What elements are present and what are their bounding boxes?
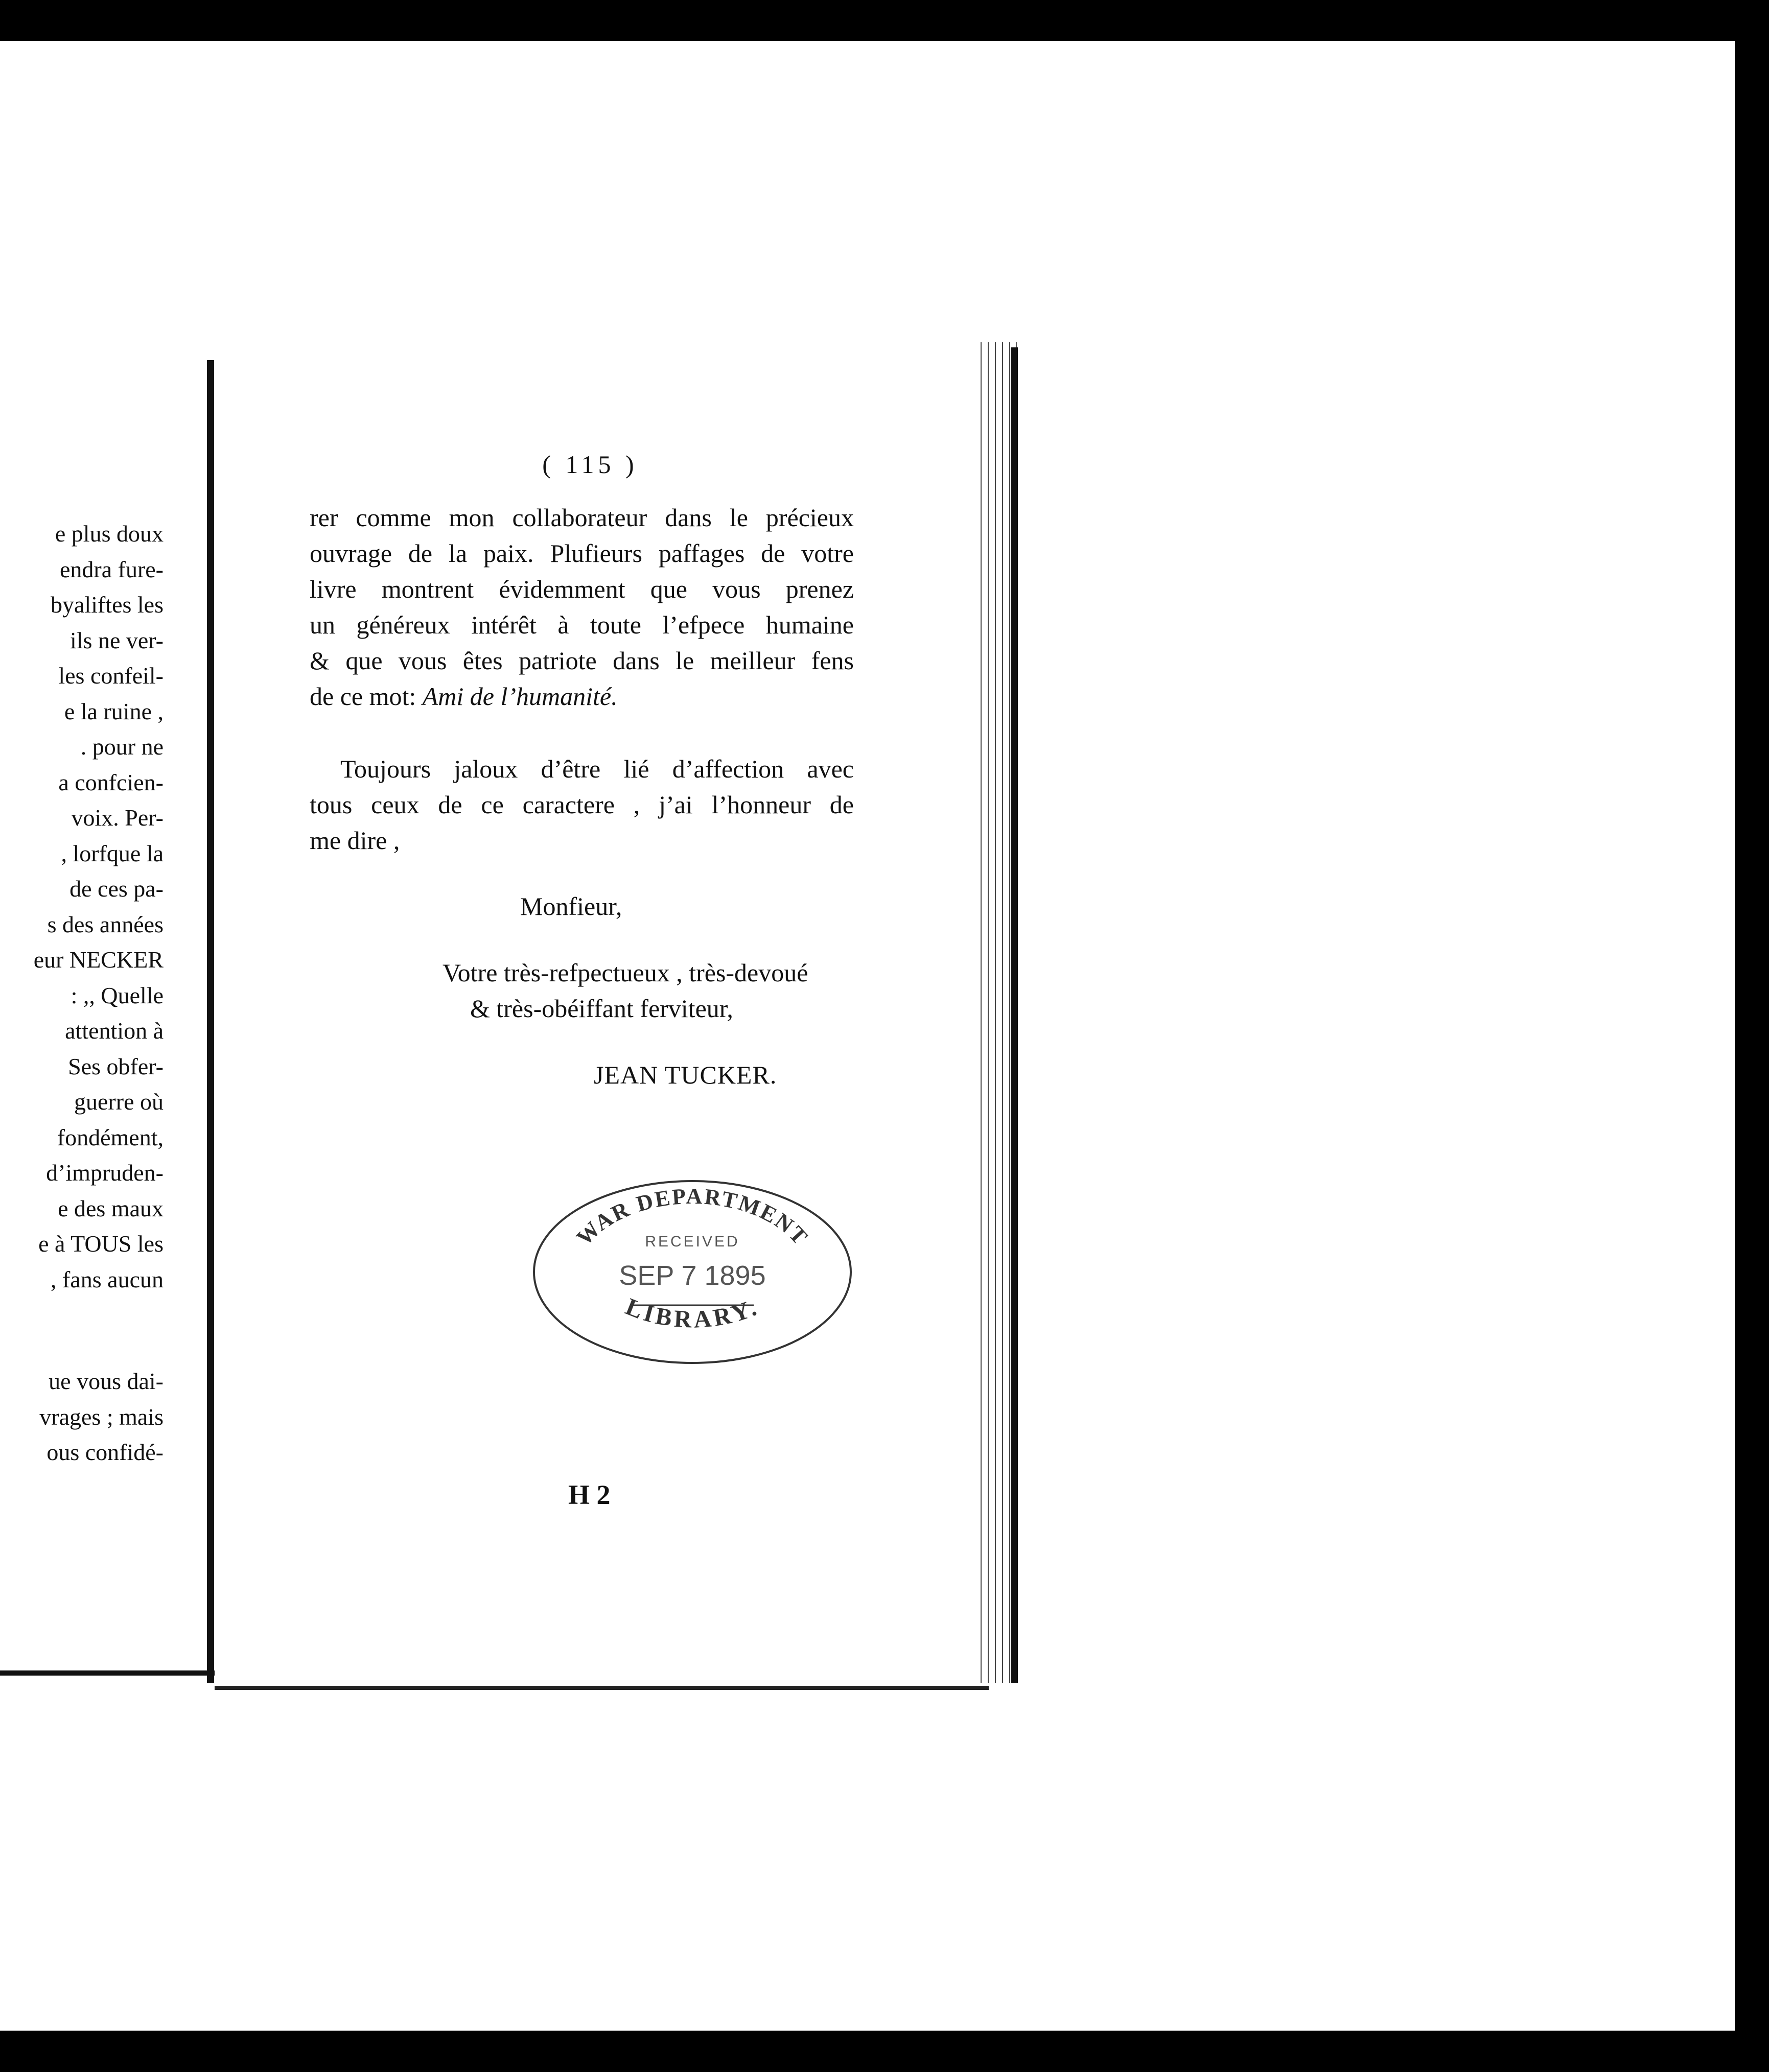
left-text-line: , fans aucun — [51, 1266, 164, 1292]
stamp-graphic — [529, 1175, 856, 1369]
left-page-text — [34, 516, 164, 1470]
stamp-received: RECEIVED — [645, 1233, 740, 1250]
left-text-line: e à TOUS les — [38, 1231, 164, 1257]
signature: JEAN TUCKER. — [594, 1061, 777, 1089]
left-text-line: les confeil- — [58, 663, 164, 689]
left-text-line: fondément, — [57, 1124, 164, 1150]
text-line: Toujours jaloux d’être lié d’affection avec — [340, 755, 854, 783]
italic-phrase: Ami de l’humanité. — [422, 682, 618, 711]
left-text-line: byaliftes les — [51, 592, 164, 618]
left-text-line: ils ne ver- — [69, 627, 164, 653]
left-text-line: : ,, Quelle — [71, 982, 164, 1008]
left-text-line: Ses obfer- — [68, 1053, 164, 1079]
text-line: un généreux intérêt à toute l’efpece humaine — [310, 610, 854, 639]
left-text-line: endra fure- — [59, 556, 164, 582]
left-text-line: guerre où — [74, 1089, 164, 1115]
scan-border-right — [1735, 0, 1769, 2072]
left-text-line: de ces pa- — [69, 876, 164, 902]
left-text-line: voix. Per- — [71, 805, 164, 831]
signature-mark: H 2 — [568, 1479, 611, 1510]
closing-line-1: Votre très-refpectueux , très-devoué — [443, 958, 808, 987]
book-gutter-bottom — [0, 1670, 245, 1676]
salutation: Monfieur, — [520, 892, 622, 921]
left-text-line: vrages ; mais — [39, 1403, 164, 1430]
left-text-line: a confcien- — [58, 769, 164, 795]
text-line: livre montrent évidemment que vous prenez — [310, 575, 854, 603]
text-line — [310, 678, 854, 714]
left-text-line: e des maux — [58, 1195, 164, 1221]
left-text-line: , lorfque la — [61, 840, 164, 866]
text-line: & que vous êtes patriote dans le meilleur fens — [310, 646, 854, 675]
page-edge-shadow — [1011, 347, 1018, 1683]
scan-border-bottom — [0, 2031, 1769, 2072]
paragraph-2 — [310, 751, 854, 858]
left-text-line: s des années — [47, 911, 164, 937]
left-text-line: ous confidé- — [46, 1439, 164, 1465]
closing-line-2: & très-obéiffant ferviteur, — [470, 994, 733, 1023]
left-text-line: . pour ne — [80, 734, 164, 760]
book-gutter — [207, 360, 214, 1683]
left-text-line — [34, 1297, 164, 1363]
stamp-bottom-text: LIBRARY. — [621, 1293, 763, 1333]
text-line: rer comme mon collaborateur dans le précieux — [310, 503, 854, 532]
text-segment: de ce mot: — [310, 682, 423, 711]
library-stamp — [529, 1175, 856, 1369]
left-text-line: eur NECKER — [33, 947, 164, 973]
stamp-date: SEP 7 1895 — [619, 1260, 766, 1291]
left-text-line: d’impruden- — [46, 1160, 164, 1186]
left-text-line: e la ruine , — [64, 698, 164, 724]
left-text-line: attention à — [65, 1018, 164, 1044]
left-text-line: e plus doux — [55, 521, 164, 547]
text-line: me dire , — [310, 826, 400, 855]
paragraph-1 — [310, 500, 854, 714]
stamp-top-text: WAR DEPARTMENT — [571, 1183, 813, 1251]
text-line: ouvrage de la paix. Plufieurs paffages de votre — [310, 539, 854, 568]
scan-border-top — [0, 0, 1769, 41]
left-text-line: ue vous dai- — [49, 1368, 164, 1394]
page-number: ( 115 ) — [542, 450, 638, 479]
text-line: tous ceux de ce caractere , j’ai l’honneur de — [310, 790, 854, 819]
left-page — [0, 347, 210, 1676]
